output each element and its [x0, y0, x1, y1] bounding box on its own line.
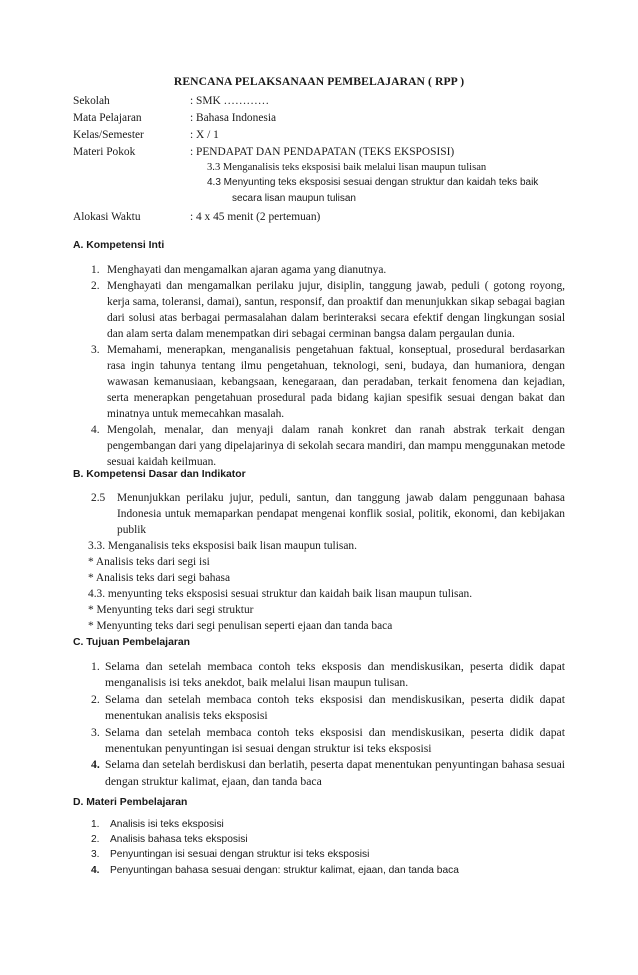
- item-text: Menghayati dan mengamalkan ajaran agama yang dianutnya.: [107, 264, 387, 276]
- list-item: [73, 757, 565, 790]
- indicator-line: * Analisis teks dari segi isi: [88, 556, 210, 568]
- item-text: Selama dan setelah membaca contoh teks eksposisi dan mendiskusikan, peserta didik dapat menentukan penyuntingan isi sesuai dengan struktur isi teks eksposisi: [105, 725, 565, 756]
- list-item: [73, 832, 565, 847]
- list-item: [73, 659, 565, 692]
- item-text: Selama dan setelah membaca contoh teks eksposisi dan mendiskusikan, peserta didik dapat menentukan analisis teks eksposisi: [105, 692, 565, 723]
- item-number: 1.: [91, 264, 100, 276]
- item-text: Selama dan setelah membaca contoh teks eksposis dan mendiskusikan, peserta didik dapat menganalisis isi teks anekdot, baik melalui lisan maupun tulisan.: [105, 660, 565, 690]
- meta-row-mata-pelajaran: [73, 110, 573, 127]
- meta-value: : Bahasa Indonesia: [190, 112, 277, 124]
- item-number: 4.: [91, 424, 100, 436]
- list-item: [73, 817, 565, 832]
- indicator-line: 4.3. menyunting teks eksposisi sesuai struktur dan kaidah baik lisan maupun tulisan.: [88, 588, 473, 600]
- item-text: Mengolah, menalar, dan menyaji dalam ranah konkret dan ranah abstrak terkait dengan pengembangan dari yang dipelajarinya di sekolah secara mandiri, dan mampu menggunakan metode sesuai kaidah keilmuan.: [107, 424, 565, 468]
- meta-value: : SMK …………: [190, 95, 270, 107]
- list-item: [73, 342, 565, 422]
- materi-sub-1: 3.3 Menganalisis teks eksposisi baik melalui lisan maupun tulisan: [207, 162, 487, 173]
- list-item: [73, 278, 565, 342]
- item-number: 4.: [91, 758, 100, 772]
- section-d-heading: D. Materi Pembelajaran: [73, 797, 188, 808]
- kd-number: 2.5: [91, 492, 106, 504]
- item-number: 1.: [91, 660, 100, 673]
- list-item: [73, 262, 565, 278]
- item-text: Analisis isi teks eksposisi: [110, 819, 224, 830]
- item-number: 2.: [91, 692, 100, 706]
- item-text: Penyuntingan bahasa sesuai dengan: struktur kalimat, ejaan, dan tanda baca: [110, 864, 459, 876]
- meta-value: : X / 1: [190, 129, 219, 141]
- item-text: Memahami, menerapkan, menganalisis pengetahuan faktual, konseptual, prosedural berdasarkan rasa ingin tahunya tentang ilmu pengetahuan, teknologi, seni, budaya, dan humaniora, dengan wawasan kemanusiaan, kebangsaan, kenegaraan, dan peradaban, terkait fenomena dan kejadian, serta menerapkan pengetahuan prosedural pada bidang kajian spesifik sesuai dengan bakat dan minatnya untuk memecahkan masalah.: [107, 344, 565, 420]
- materi-sub-2: 4.3 Menyunting teks eksposisi sesuai dengan struktur dan kaidah teks baik: [207, 177, 539, 188]
- item-text: Penyuntingan isi sesuai dengan struktur isi teks eksposisi: [110, 849, 370, 861]
- meta-value: : PENDAPAT DAN PENDAPATAN (TEKS EKSPOSISI): [190, 146, 455, 158]
- meta-label: Materi Pokok: [73, 146, 136, 158]
- indicator-line: * Analisis teks dari segi bahasa: [88, 572, 231, 584]
- item-number: 2.: [91, 280, 100, 292]
- section-c-heading: C. Tujuan Pembelajaran: [73, 637, 191, 648]
- item-text: Menghayati dan mengamalkan perilaku jujur, disiplin, tanggung jawab, peduli ( gotong royong, kerja sama, toleransi, damai), santun, responsif, dan proaktif dan menunjukkan sikap sebagai bagian dari solusi atas berbagai permasalahan dalam berinteraksi secara efektif dengan lingkungan sosial dan alam serta dalam menempatkan diri sebagai cerminan bangsa dalam pergaulan dunia.: [107, 280, 565, 340]
- meta-row-sekolah: [73, 93, 573, 110]
- indicator-line: 3.3. Menganalisis teks eksposisi baik lisan maupun tulisan.: [88, 540, 357, 552]
- section-b-heading: B. Kompetensi Dasar dan Indikator: [73, 469, 246, 480]
- item-text: Analisis bahasa teks eksposisi: [110, 834, 248, 846]
- item-number: 1.: [91, 819, 100, 830]
- item-number: 3.: [91, 344, 100, 356]
- meta-row-materi-pokok: [73, 144, 573, 161]
- kd-text: Menunjukkan perilaku jujur, peduli, santun, dan tanggung jawab dalam penggunaan bahasa Indonesia untuk memaparkan pendapat mengenai konflik sosial, politik, ekonomi, dan kebijakan publik: [117, 492, 565, 536]
- list-item: [73, 692, 565, 725]
- indicator-line: * Menyunting teks dari segi penulisan seperti ejaan dan tanda baca: [88, 620, 393, 632]
- item-number: 2.: [91, 834, 100, 846]
- list-item: [73, 847, 565, 862]
- list-item: [73, 422, 565, 470]
- meta-value: : 4 x 45 menit (2 pertemuan): [190, 211, 321, 223]
- item-text: Selama dan setelah berdiskusi dan berlatih, peserta dapat menentukan penyuntingan bahasa sesuai dengan struktur kalimat, ejaan, dan tanda baca: [105, 758, 565, 788]
- section-a-heading: A. Kompetensi Inti: [73, 240, 165, 251]
- meta-row-kelas-semester: [73, 127, 573, 144]
- kd-item: [73, 490, 565, 538]
- meta-label: Kelas/Semester: [73, 129, 144, 141]
- item-number: 4.: [91, 864, 100, 876]
- section-a-list: [73, 262, 565, 470]
- item-number: 3.: [91, 725, 100, 739]
- document-title: RENCANA PELAKSANAAN PEMBELAJARAN ( RPP ): [173, 75, 465, 88]
- section-c-list: [73, 659, 565, 790]
- meta-row-alokasi-waktu: [73, 209, 573, 226]
- item-number: 3.: [91, 849, 100, 861]
- meta-label: Mata Pelajaran: [73, 112, 142, 124]
- indicator-line: * Menyunting teks dari segi struktur: [88, 604, 254, 616]
- list-item: [73, 725, 565, 758]
- list-item: [73, 863, 565, 878]
- section-b-list: [73, 490, 565, 634]
- section-d-list: [73, 817, 565, 878]
- meta-label: Sekolah: [73, 95, 110, 107]
- meta-label: Alokasi Waktu: [73, 211, 141, 223]
- materi-sub-3: secara lisan maupun tulisan: [232, 193, 356, 204]
